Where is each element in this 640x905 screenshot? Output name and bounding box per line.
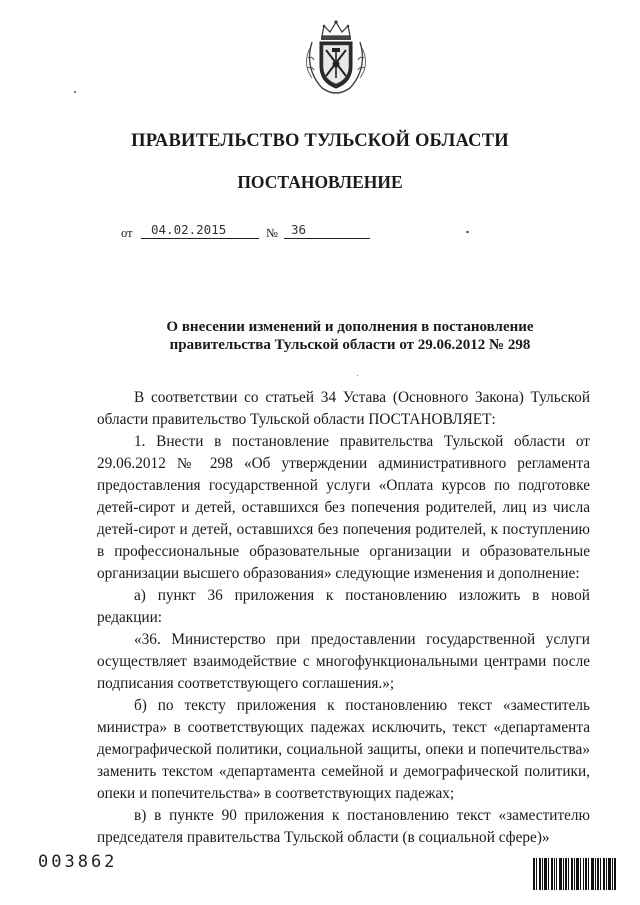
number-underline xyxy=(284,237,370,239)
body-paragraph: б) по тексту приложения к постановлению текст «заместитель министра» в соответствующих падежах исключить, текст «департамента демографической политики, социальной защиты, опеки и попечительства» заменить текстом «департамента семейной и демографической политики, опеки и попечительства» в соответствующих падежах; xyxy=(97,697,590,802)
document-body xyxy=(97,387,590,849)
scan-speck xyxy=(357,375,358,376)
subject-line-2: правительства Тульской области от 29.06.2012 № 298 xyxy=(169,337,531,353)
document-date: 04.02.2015 xyxy=(151,222,227,237)
number-label: № xyxy=(266,226,278,240)
government-title: ПРАВИТЕЛЬСТВО ТУЛЬСКОЙ ОБЛАСТИ xyxy=(131,131,509,151)
tula-coat-of-arms-icon xyxy=(302,18,370,98)
body-paragraph: 1. Внести в постановление правительства Тульской области от 29.06.2012 № 298 «Об утверждении административного регламента предоставления государственной услуги «Оплата курсов по подготовке детей-сирот и детей, оставшихся без попечения родителей, лиц из числа детей-сирот и детей, оставшихся без попечения родителей, к поступлению в профессиональные образовательные организации и образовательные организации высшего образования» следующие изменения и дополнение: xyxy=(97,433,590,582)
document-subject xyxy=(150,318,550,354)
document-number: 36 xyxy=(291,222,307,237)
body-paragraph: а) пункт 36 приложения к постановлению изложить в новой редакции: xyxy=(97,587,590,626)
body-paragraph: В соответствии со статьей 34 Устава (Основного Закона) Тульской области правительство Тульской области ПОСТАНОВЛЯЕТ: xyxy=(97,389,590,428)
barcode-icon xyxy=(533,858,617,890)
body-paragraph: «36. Министерство при предоставлении государственной услуги осуществляет взаимодействие с многофункциональными центрами после подписания соответствующего соглашения.»; xyxy=(97,631,590,692)
date-label: от xyxy=(121,226,133,240)
body-paragraph: в) в пункте 90 приложения к постановлению текст «заместителю председателя правительства Тульской области (в социальной сфере)» xyxy=(97,807,590,846)
subject-line-1: О внесении изменений и дополнения в постановление xyxy=(166,319,534,335)
scan-speck xyxy=(466,231,469,233)
date-underline xyxy=(141,237,259,239)
document-type: ПОСТАНОВЛЕНИЕ xyxy=(237,172,403,192)
scan-speck xyxy=(74,91,76,93)
date-number-line xyxy=(121,222,381,244)
form-serial-number: 003862 xyxy=(38,852,118,872)
